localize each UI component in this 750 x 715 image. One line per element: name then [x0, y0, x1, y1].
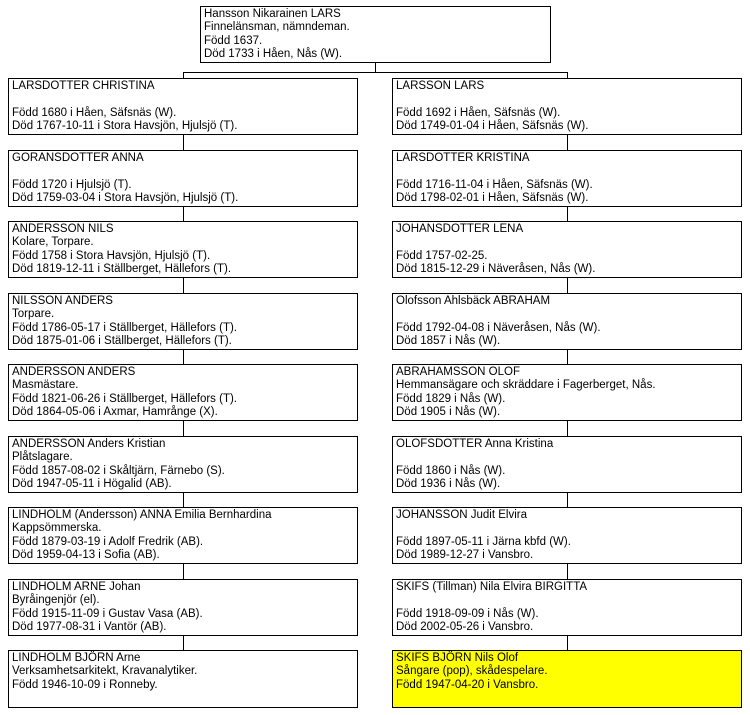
person-box-right-2[interactable]	[392, 221, 742, 278]
person-box-left-2[interactable]	[8, 221, 358, 278]
person-name: LINDHOLM BJÖRN Arne	[12, 652, 141, 664]
person-occupation	[396, 594, 738, 607]
person-name: LINDHOLM ARNE Johan	[12, 581, 141, 593]
person-death: Död 1905 i Nås (W).	[396, 406, 501, 419]
person-box-left-7[interactable]	[8, 579, 358, 636]
person-birth: Född 1857-08-02 i Skåltjärn, Färnebo (S).	[12, 464, 225, 477]
right-connector-0	[567, 135, 568, 150]
person-birth: Född 1829 i Nås (W).	[396, 392, 506, 405]
person-box-right-4[interactable]	[392, 364, 742, 421]
person-name: ABRAHAMSSON OLOF	[396, 366, 520, 378]
person-birth: Född 1918-09-09 i Nås (W).	[396, 607, 539, 620]
person-name: LINDHOLM (Andersson) ANNA Emilia Bernhardina	[12, 509, 272, 521]
right-connector-7	[567, 636, 568, 650]
right-connector-2	[567, 278, 568, 293]
person-name: ANDERSSON NILS	[12, 223, 114, 235]
person-birth: Född 1947-04-20 i Vansbro.	[396, 678, 539, 691]
person-occupation: Kappsömmerska.	[12, 522, 102, 535]
person-death: Död 1864-05-06 i Axmar, Hamrånge (X).	[12, 406, 218, 419]
person-birth: Född 1716-11-04 i Håen, Säfsnäs (W).	[396, 178, 593, 191]
person-death: Död 1977-08-31 i Vantör (AB).	[12, 621, 167, 634]
person-birth: Född 1879-03-19 i Adolf Fredrik (AB).	[12, 535, 204, 548]
person-box-right-6[interactable]	[392, 507, 742, 564]
person-name: JOHANSDOTTER LENA	[396, 223, 524, 235]
person-occupation: Torpare.	[12, 308, 55, 321]
person-birth: Född 1860 i Nås (W).	[396, 464, 506, 477]
person-box-left-8[interactable]	[8, 650, 358, 708]
person-occupation: Plåtslagare.	[12, 451, 73, 464]
person-box-right-3[interactable]	[392, 293, 742, 350]
left-connector-3	[183, 350, 184, 364]
right-connector-6	[567, 564, 568, 579]
person-name: SKIFS BJÖRN Nils Olof	[396, 652, 519, 664]
person-birth: Född 1792-04-08 i Näveråsen, Nås (W).	[396, 321, 601, 334]
person-name: ANDERSSON ANDERS	[12, 366, 136, 378]
person-occupation	[396, 236, 738, 249]
person-box-left-3[interactable]	[8, 293, 358, 350]
person-occupation	[396, 93, 738, 106]
right-connector-5	[567, 493, 568, 507]
person-death: Död 1936 i Nås (W).	[396, 478, 501, 491]
person-occupation: Masmästare.	[12, 379, 79, 392]
person-name: LARSDOTTER CHRISTINA	[12, 80, 155, 92]
person-death: Död 1759-03-04 i Stora Havsjön, Hjulsjö (T).	[12, 192, 239, 205]
person-box-left-0[interactable]	[8, 78, 358, 135]
left-connector-1	[183, 207, 184, 221]
left-connector-2	[183, 278, 184, 293]
root-person-box[interactable]	[200, 6, 551, 63]
person-name: Hansson Nikarainen LARS	[204, 8, 341, 20]
person-death	[12, 692, 354, 705]
person-box-right-1[interactable]	[392, 150, 742, 207]
right-connector-3	[567, 350, 568, 364]
person-box-left-5[interactable]	[8, 436, 358, 493]
person-birth: Född 1786-05-17 i Ställberget, Hällefors (T).	[12, 321, 237, 334]
person-birth: Född 1680 i Håen, Säfsnäs (W).	[12, 106, 177, 119]
person-birth: Född 1637.	[204, 34, 263, 47]
person-occupation: Finnelänsman, nämndeman.	[204, 21, 350, 34]
person-name: NILSSON ANDERS	[12, 295, 113, 307]
person-birth: Född 1720 i Hjulsjö (T).	[12, 178, 132, 191]
person-occupation: Byråingenjör (el).	[12, 594, 100, 607]
person-name: SKIFS (Tillman) Nila Elvira BIRGITTA	[396, 581, 588, 593]
person-death: Död 1959-04-13 i Sofia (AB).	[12, 549, 160, 562]
person-name: OLOFSDOTTER Anna Kristina	[396, 438, 554, 450]
person-box-right-5[interactable]	[392, 436, 742, 493]
person-occupation: Kolare, Torpare.	[12, 236, 94, 249]
person-box-left-1[interactable]	[8, 150, 358, 207]
person-occupation	[396, 308, 738, 321]
person-birth: Född 1821-06-26 i Ställberget, Hällefors (T).	[12, 392, 237, 405]
person-death: Död 1989-12-27 i Vansbro.	[396, 549, 534, 562]
person-name: ANDERSSON Anders Kristian	[12, 438, 166, 450]
left-connector-5	[183, 493, 184, 507]
person-name: LARSDOTTER KRISTINA	[396, 152, 530, 164]
person-death: Död 2002-05-26 i Vansbro.	[396, 621, 534, 634]
person-occupation: Sångare (pop), skådespelare.	[396, 665, 548, 678]
person-box-right-7[interactable]	[392, 579, 742, 636]
person-death: Död 1767-10-11 i Stora Havsjön, Hjulsjö (T).	[12, 120, 238, 133]
person-death: Död 1733 i Håen, Nås (W).	[204, 48, 343, 61]
person-occupation	[396, 451, 738, 464]
person-birth: Född 1758 i Stora Havsjön, Hjulsjö (T).	[12, 249, 211, 262]
person-box-right-8-highlighted[interactable]	[392, 650, 742, 708]
right-connector-4	[567, 421, 568, 436]
person-name: JOHANSSON Judit Elvira	[396, 509, 528, 521]
person-occupation	[12, 165, 354, 178]
person-death: Död 1798-02-01 i Håen, Säfsnäs (W).	[396, 192, 589, 205]
person-occupation: Verksamhetsarkitekt, Kravanalytiker.	[12, 665, 198, 678]
right-connector-1	[567, 207, 568, 221]
person-birth: Född 1915-11-09 i Gustav Vasa (AB).	[12, 607, 203, 620]
person-name: LARSSON LARS	[396, 80, 485, 92]
branch-connector	[183, 72, 568, 73]
left-connector-6	[183, 564, 184, 579]
person-birth: Född 1757-02-25.	[396, 249, 488, 262]
person-death: Död 1819-12-11 i Ställberget, Hällefors (T).	[12, 263, 232, 276]
person-birth: Född 1692 i Håen, Säfsnäs (W).	[396, 106, 561, 119]
person-occupation	[396, 522, 738, 535]
person-occupation	[396, 165, 738, 178]
person-name: Olofsson Ahlsbäck ABRAHAM	[396, 295, 551, 307]
person-death: Död 1749-01-04 i Håen, Säfsnäs (W).	[396, 120, 589, 133]
person-occupation: Hemmansägare och skräddare i Fagerberget, Nås.	[396, 379, 656, 392]
left-connector-7	[183, 636, 184, 650]
left-connector-4	[183, 421, 184, 436]
person-birth: Född 1946-10-09 i Ronneby.	[12, 678, 158, 691]
person-occupation	[12, 93, 354, 106]
left-connector-0	[183, 135, 184, 150]
person-box-left-4[interactable]	[8, 364, 358, 421]
person-death: Död 1857 i Nås (W).	[396, 335, 501, 348]
person-box-right-0[interactable]	[392, 78, 742, 135]
person-death: Död 1875-01-06 i Ställberget, Hällefors (T).	[12, 335, 232, 348]
person-death: Död 1947-05-11 i Högalid (AB).	[12, 478, 172, 491]
person-birth: Född 1897-05-11 i Järna kbfd (W).	[396, 535, 571, 548]
person-death	[396, 692, 738, 705]
person-name: GORANSDOTTER ANNA	[12, 152, 144, 164]
person-death: Död 1815-12-29 i Näveråsen, Nås (W).	[396, 263, 596, 276]
person-box-left-6[interactable]	[8, 507, 358, 564]
